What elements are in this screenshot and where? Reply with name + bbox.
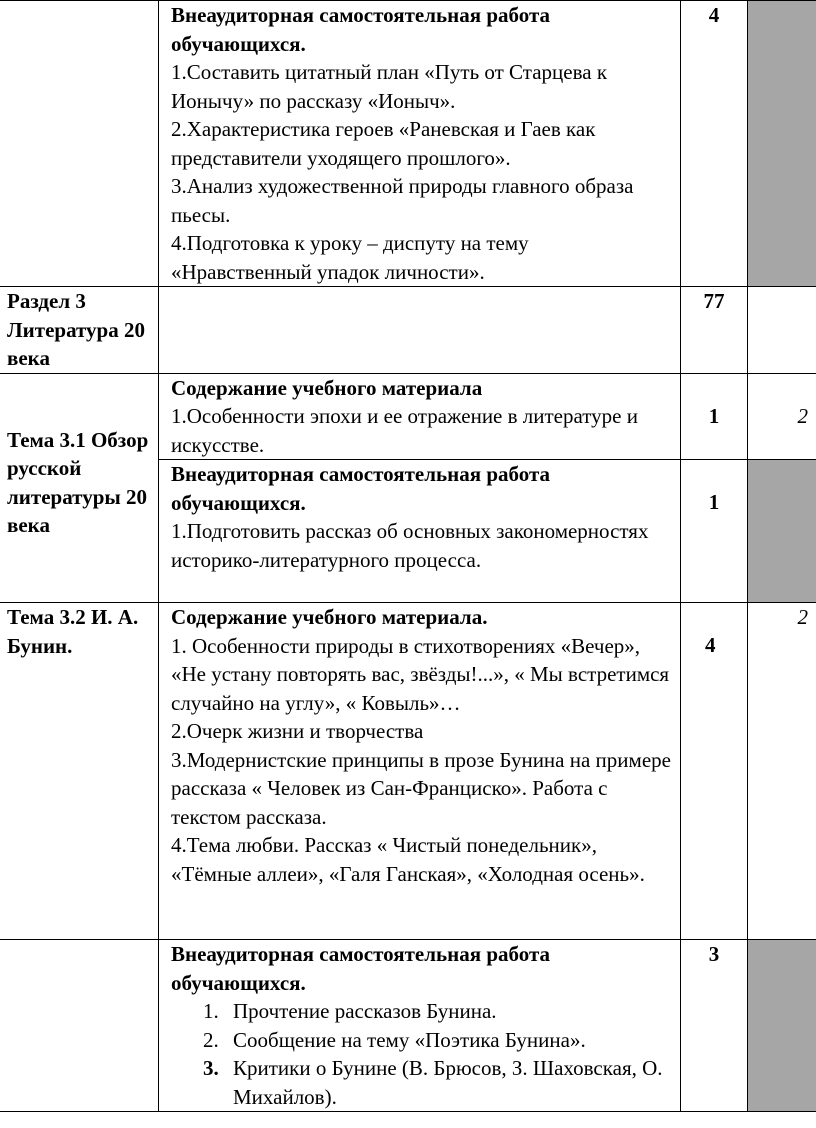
hours-cell: 77 xyxy=(681,287,748,374)
section-cell xyxy=(0,1,159,287)
list-number: 2. xyxy=(203,1027,219,1052)
content-cell xyxy=(159,287,681,374)
content-heading: Внеаудиторная самостоятельная работа обучающихся. xyxy=(171,942,551,995)
level-cell-shaded xyxy=(748,460,816,603)
level-cell xyxy=(748,373,816,460)
section-title xyxy=(0,373,159,603)
section-title: Тема 3.2 И. А. Бунин. xyxy=(0,603,159,940)
content-item: 4.Тема любви. Рассказ « Чистый понедельник», «Тёмные аллеи», «Галя Ганская», «Холодная осень». xyxy=(171,833,645,886)
level-value: 2 xyxy=(797,403,808,428)
list-number: 1. xyxy=(203,999,219,1023)
content-cell xyxy=(159,1,681,287)
topic-title: Тема 3.1 Обзор русской литературы 20 века xyxy=(7,427,149,537)
level-cell xyxy=(748,287,816,374)
hours-cell xyxy=(681,460,748,603)
table-row xyxy=(0,603,816,940)
table-row xyxy=(0,940,816,1112)
list-item xyxy=(171,997,674,1026)
content-item: 1.Особенности эпохи и ее отражение в литературе и искусстве. xyxy=(171,404,638,457)
level-cell-shaded xyxy=(748,940,816,1112)
content-cell xyxy=(159,373,681,460)
list-text: Критики о Бунине (В. Брюсов, З. Шаховская, О. Михайлов). xyxy=(233,1056,663,1109)
level-cell-shaded xyxy=(748,1,816,287)
level-value: 2 xyxy=(797,605,808,629)
content-cell xyxy=(159,603,681,940)
hours-cell xyxy=(681,373,748,460)
section-title: Раздел 3 Литература 20 века xyxy=(0,287,159,374)
work-list xyxy=(171,997,674,1111)
list-text: Сообщение на тему «Поэтика Бунина». xyxy=(233,1027,586,1052)
content-item: 3.Анализ художественной природы главного образа пьесы. xyxy=(171,174,634,227)
content-cell xyxy=(159,460,681,603)
hours-cell: 3 xyxy=(681,940,748,1112)
hours-value: 1 xyxy=(708,490,720,514)
list-item xyxy=(171,1026,674,1055)
content-item: 2.Очерк жизни и творчества xyxy=(171,719,424,743)
content-heading: Внеаудиторная самостоятельная работа обучающихся. xyxy=(171,462,551,515)
content-heading: Внеаудиторная самостоятельная работа обучающихся. xyxy=(171,3,551,56)
list-text: Прочтение рассказов Бунина. xyxy=(233,999,497,1023)
content-cell xyxy=(159,940,681,1112)
content-item: 1.Составить цитатный план «Путь от Старцева к Ионычу» по рассказу «Ионыч». xyxy=(171,60,608,113)
hours-cell xyxy=(681,603,748,940)
content-item: 1.Подготовить рассказ об основных закономерностях историко-литературного процесса. xyxy=(171,519,649,572)
section-cell xyxy=(0,940,159,1112)
list-item xyxy=(171,1054,674,1111)
table-row xyxy=(0,373,816,460)
content-heading: Содержание учебного материала xyxy=(171,375,483,400)
content-item: 4.Подготовка к уроку – диспуту на тему «Нравственный упадок личности». xyxy=(171,231,529,284)
hours-value: 4 xyxy=(705,633,716,657)
content-item: 2.Характеристика героев «Раневская и Гаев как представители уходящего прошлого». xyxy=(171,117,596,170)
hours-value: 1 xyxy=(708,403,720,428)
table-row xyxy=(0,1,816,287)
content-item: 1. Особенности природы в стихотворениях «Вечер», «Не устану повторять вас, звёзды!...», « Мы встретимся случайно на углу», « Ковыль»… xyxy=(171,633,670,715)
hours-cell: 4 xyxy=(681,1,748,287)
level-cell xyxy=(748,603,816,940)
content-heading: Содержание учебного материала. xyxy=(171,605,488,629)
table-row xyxy=(0,287,816,374)
content-item: 3.Модернистские принципы в прозе Бунина на примере рассказа « Человек из Сан-Франциско». Работа с текстом рассказа. xyxy=(171,747,671,829)
list-number: 3. xyxy=(203,1056,219,1080)
